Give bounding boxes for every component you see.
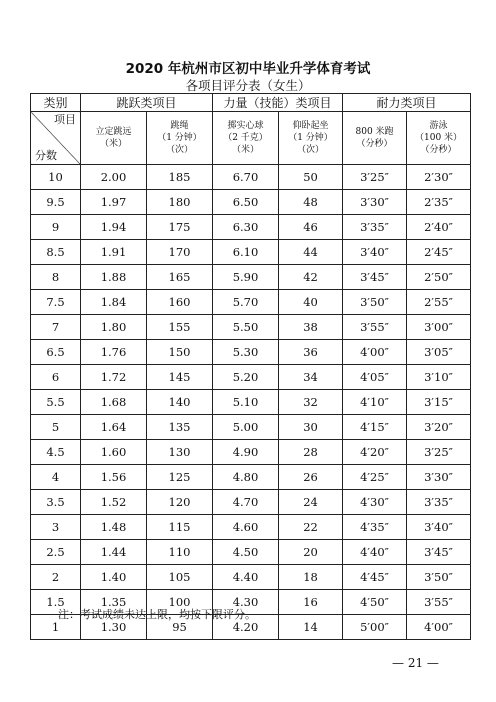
medicine-ball-cell: 6.70: [213, 165, 279, 190]
swimming-cell: 3′50″: [407, 565, 471, 590]
swimming-cell: 3′05″: [407, 340, 471, 365]
rope-skip-cell: 135: [147, 415, 213, 440]
score-table: [30, 93, 471, 640]
swimming-cell: 4′00″: [407, 615, 471, 640]
score-cell: 3.5: [31, 490, 81, 515]
event-header-line: （2 千克）: [223, 133, 268, 143]
medicine-ball-cell: 5.20: [213, 365, 279, 390]
table-row: [31, 290, 471, 315]
standing-jump-cell: 1.44: [81, 540, 147, 565]
medicine-ball-cell: 5.10: [213, 390, 279, 415]
sit-ups-cell: 34: [279, 365, 343, 390]
rope-skip-cell: 120: [147, 490, 213, 515]
table-row: [31, 440, 471, 465]
event-header-line: （分秒）: [420, 145, 457, 155]
medicine-ball-cell: 4.20: [213, 615, 279, 640]
standing-jump-cell: 1.80: [81, 315, 147, 340]
medicine-ball-cell: 6.50: [213, 190, 279, 215]
run-800m-cell: 3′35″: [343, 215, 407, 240]
swimming-cell: 2′35″: [407, 190, 471, 215]
swimming-cell: 3′00″: [407, 315, 471, 340]
run-800m-cell: 3′40″: [343, 240, 407, 265]
rope-skip-cell: 160: [147, 290, 213, 315]
swimming-cell: 2′55″: [407, 290, 471, 315]
run-800m-cell: 5′00″: [343, 615, 407, 640]
rope-skip-cell: 100: [147, 590, 213, 615]
rope-skip-cell: 180: [147, 190, 213, 215]
score-cell: 6.5: [31, 340, 81, 365]
swimming-cell: 2′50″: [407, 265, 471, 290]
score-table-body: [31, 165, 471, 640]
sit-ups-cell: 16: [279, 590, 343, 615]
sit-ups-cell: 32: [279, 390, 343, 415]
run-800m-cell: 4′10″: [343, 390, 407, 415]
rope-skip-cell: 110: [147, 540, 213, 565]
standing-jump-cell: 1.84: [81, 290, 147, 315]
run-800m-cell: 3′25″: [343, 165, 407, 190]
sit-ups-cell: 28: [279, 440, 343, 465]
run-800m-cell: 4′50″: [343, 590, 407, 615]
event-header-line: 跳绳: [170, 121, 189, 131]
footnote: 注：考试成绩未达上限，均按下限评分。: [58, 608, 256, 621]
table-row: [31, 390, 471, 415]
diagonal-header-cell: [31, 112, 81, 165]
table-row: [31, 165, 471, 190]
event-header-line: （米）: [232, 145, 260, 155]
medicine-ball-cell: 6.10: [213, 240, 279, 265]
standing-jump-cell: 1.35: [81, 590, 147, 615]
standing-jump-cell: 1.52: [81, 490, 147, 515]
run-800m-cell: 3′30″: [343, 190, 407, 215]
score-cell: 3: [31, 515, 81, 540]
swimming-cell: 2′45″: [407, 240, 471, 265]
medicine-ball-cell: 4.90: [213, 440, 279, 465]
event-header-line: 游泳: [429, 121, 448, 131]
standing-jump-cell: 1.30: [81, 615, 147, 640]
rope-skip-cell: 165: [147, 265, 213, 290]
sit-ups-cell: 14: [279, 615, 343, 640]
run-800m-cell: 4′35″: [343, 515, 407, 540]
rope-skip-cell: 170: [147, 240, 213, 265]
standing-jump-cell: 1.60: [81, 440, 147, 465]
score-cell: 8.5: [31, 240, 81, 265]
event-header-line: （米）: [99, 139, 127, 149]
rope-skip-cell: 155: [147, 315, 213, 340]
table-row: [31, 490, 471, 515]
score-cell: 2: [31, 565, 81, 590]
score-cell: 7.5: [31, 290, 81, 315]
standing-jump-cell: 1.40: [81, 565, 147, 590]
sit-ups-cell: 24: [279, 490, 343, 515]
swimming-cell: 2′30″: [407, 165, 471, 190]
swimming-cell: 3′45″: [407, 540, 471, 565]
medicine-ball-cell: 4.30: [213, 590, 279, 615]
score-cell: 9.5: [31, 190, 81, 215]
run-800m-cell: 4′05″: [343, 365, 407, 390]
swimming-cell: 3′10″: [407, 365, 471, 390]
group-header-row: [31, 94, 471, 112]
standing-jump-cell: 1.48: [81, 515, 147, 540]
score-cell: 8: [31, 265, 81, 290]
medicine-ball-cell: 5.30: [213, 340, 279, 365]
sit-ups-cell: 42: [279, 265, 343, 290]
table-row: [31, 415, 471, 440]
rope-skip-cell: 95: [147, 615, 213, 640]
swimming-cell: 3′40″: [407, 515, 471, 540]
table-row: [31, 465, 471, 490]
score-cell: 1.5: [31, 590, 81, 615]
sit-ups-cell: 36: [279, 340, 343, 365]
item-label: 项目: [54, 113, 76, 126]
sit-ups-cell: 50: [279, 165, 343, 190]
event-header-line: （分秒）: [356, 139, 393, 149]
rope-skip-cell: 145: [147, 365, 213, 390]
standing-jump-cell: 1.76: [81, 340, 147, 365]
standing-jump-cell: 1.88: [81, 265, 147, 290]
swimming-cell: 3′55″: [407, 590, 471, 615]
event-header-line: 800 米跑: [355, 127, 394, 137]
sit-ups-cell: 48: [279, 190, 343, 215]
score-label: 分数: [35, 149, 57, 162]
sit-ups-cell: 38: [279, 315, 343, 340]
standing-jump-cell: 1.97: [81, 190, 147, 215]
table-row: [31, 540, 471, 565]
medicine-ball-cell: 6.30: [213, 215, 279, 240]
event-header-line: （1 分钟）: [157, 133, 202, 143]
score-cell: 7: [31, 315, 81, 340]
event-header-line: 掷实心球: [227, 121, 264, 131]
event-header-line: （次）: [297, 145, 325, 155]
swimming-cell: 3′15″: [407, 390, 471, 415]
rope-skip-cell: 125: [147, 465, 213, 490]
score-cell: 10: [31, 165, 81, 190]
standing-jump-cell: 1.64: [81, 415, 147, 440]
event-header-medicine-ball: [213, 112, 279, 165]
run-800m-cell: 4′40″: [343, 540, 407, 565]
medicine-ball-cell: 5.70: [213, 290, 279, 315]
run-800m-cell: 3′45″: [343, 265, 407, 290]
rope-skip-cell: 115: [147, 515, 213, 540]
event-header-row: [31, 112, 471, 165]
swimming-cell: 3′35″: [407, 490, 471, 515]
event-header-line: （1 分钟）: [288, 133, 333, 143]
swimming-cell: 3′25″: [407, 440, 471, 465]
run-800m-cell: 4′45″: [343, 565, 407, 590]
table-subtitle: 各项目评分表（女生）: [185, 78, 311, 93]
run-800m-cell: 4′20″: [343, 440, 407, 465]
standing-jump-cell: 1.72: [81, 365, 147, 390]
rope-skip-cell: 105: [147, 565, 213, 590]
table-row: [31, 565, 471, 590]
event-header-800m-run: [343, 112, 407, 165]
standing-jump-cell: 1.91: [81, 240, 147, 265]
medicine-ball-cell: 4.80: [213, 465, 279, 490]
standing-jump-cell: 1.56: [81, 465, 147, 490]
table-row: [31, 215, 471, 240]
score-cell: 5.5: [31, 390, 81, 415]
run-800m-cell: 4′15″: [343, 415, 407, 440]
group-header-jump: 跳跃类项目: [81, 94, 213, 112]
event-header-line: 立定跳远: [95, 127, 132, 137]
sit-ups-cell: 26: [279, 465, 343, 490]
swimming-cell: 2′40″: [407, 215, 471, 240]
run-800m-cell: 3′55″: [343, 315, 407, 340]
run-800m-cell: 4′30″: [343, 490, 407, 515]
event-header-rope-skip: [147, 112, 213, 165]
medicine-ball-cell: 5.00: [213, 415, 279, 440]
rope-skip-cell: 150: [147, 340, 213, 365]
medicine-ball-cell: 5.50: [213, 315, 279, 340]
table-row: [31, 365, 471, 390]
rope-skip-cell: 185: [147, 165, 213, 190]
run-800m-cell: 4′25″: [343, 465, 407, 490]
run-800m-cell: 3′50″: [343, 290, 407, 315]
group-header-strength: 力量（技能）类项目: [213, 94, 343, 112]
score-cell: 5: [31, 415, 81, 440]
table-row: [31, 240, 471, 265]
sit-ups-cell: 20: [279, 540, 343, 565]
standing-jump-cell: 2.00: [81, 165, 147, 190]
score-cell: 4: [31, 465, 81, 490]
category-header: 类别: [31, 94, 81, 112]
table-row: [31, 265, 471, 290]
medicine-ball-cell: 4.50: [213, 540, 279, 565]
sit-ups-cell: 18: [279, 565, 343, 590]
sit-ups-cell: 46: [279, 215, 343, 240]
rope-skip-cell: 140: [147, 390, 213, 415]
score-cell: 9: [31, 215, 81, 240]
swimming-cell: 3′20″: [407, 415, 471, 440]
event-header-line: （100 米）: [415, 133, 463, 143]
table-row: [31, 515, 471, 540]
sit-ups-cell: 30: [279, 415, 343, 440]
event-header-line: （次）: [166, 145, 194, 155]
table-row: [31, 340, 471, 365]
event-header-swimming: [407, 112, 471, 165]
group-header-endurance: 耐力类项目: [343, 94, 471, 112]
sit-ups-cell: 44: [279, 240, 343, 265]
score-cell: 2.5: [31, 540, 81, 565]
medicine-ball-cell: 4.70: [213, 490, 279, 515]
table-row: [31, 190, 471, 215]
score-cell: 6: [31, 365, 81, 390]
sit-ups-cell: 22: [279, 515, 343, 540]
event-header-sit-ups: [279, 112, 343, 165]
standing-jump-cell: 1.94: [81, 215, 147, 240]
swimming-cell: 3′30″: [407, 465, 471, 490]
document-title: 2020 年杭州市区初中毕业升学体育考试: [125, 61, 371, 77]
score-cell: 4.5: [31, 440, 81, 465]
rope-skip-cell: 175: [147, 215, 213, 240]
standing-jump-cell: 1.68: [81, 390, 147, 415]
score-cell: 1: [31, 615, 81, 640]
sit-ups-cell: 40: [279, 290, 343, 315]
table-row: [31, 315, 471, 340]
run-800m-cell: 4′00″: [343, 340, 407, 365]
medicine-ball-cell: 4.60: [213, 515, 279, 540]
event-header-line: 仰卧起坐: [292, 121, 329, 131]
page-number: — 21 —: [392, 656, 439, 670]
event-header-standing-jump: [81, 112, 147, 165]
rope-skip-cell: 130: [147, 440, 213, 465]
medicine-ball-cell: 5.90: [213, 265, 279, 290]
medicine-ball-cell: 4.40: [213, 565, 279, 590]
